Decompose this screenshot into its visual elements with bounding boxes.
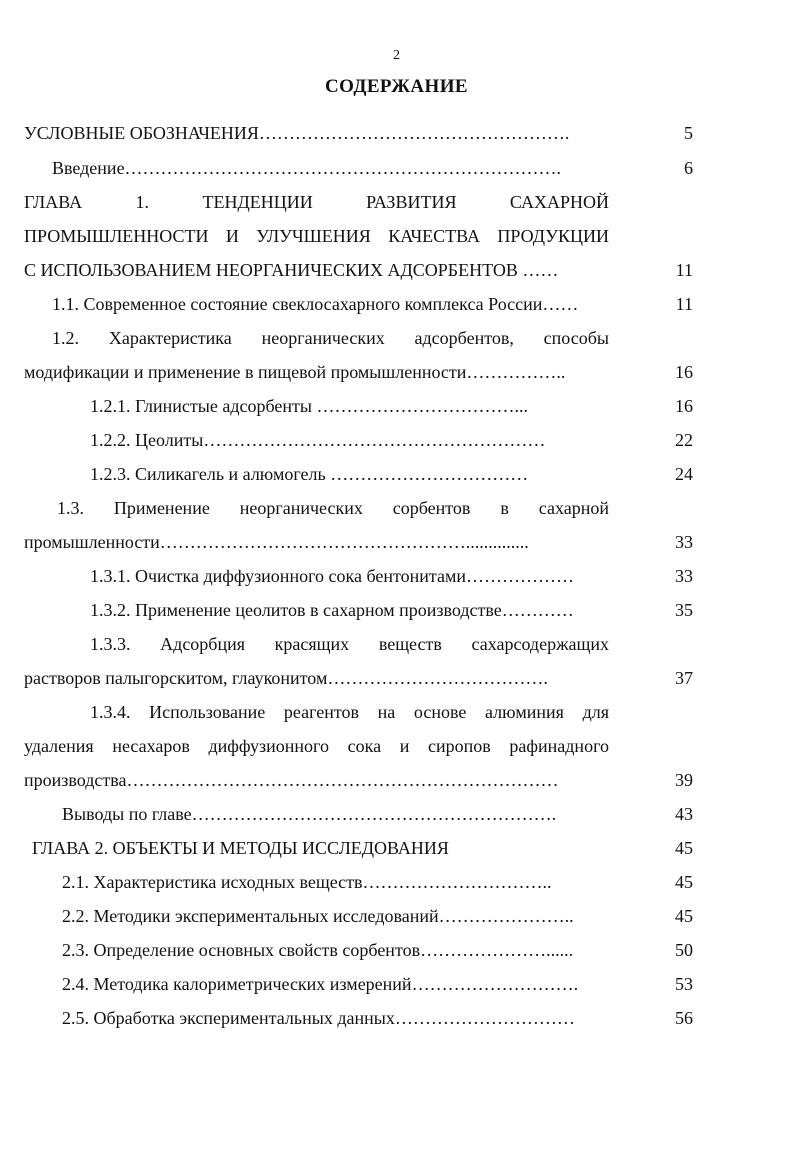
toc-entry-text: растворов палыгорскитом, глауконитом………………………………. <box>24 668 548 688</box>
toc-entry-2-3 <box>0 935 793 965</box>
toc-entry-1-2-1 <box>0 391 793 421</box>
toc-entry-2-4 <box>0 969 793 999</box>
toc-entry-text: 1.2. Характеристика неорганических адсорбентов, способы <box>52 328 609 348</box>
toc-entry-1-3-3-line-1 <box>0 629 793 659</box>
toc-entry-text: 1.3.2. Применение цеолитов в сахарном производстве………… <box>90 600 574 620</box>
toc-entry-text: ГЛАВА 2. ОБЪЕКТЫ И МЕТОДЫ ИССЛЕДОВАНИЯ <box>32 838 449 858</box>
toc-entry-text: промышленности…………………………………………….............. <box>24 532 529 552</box>
toc-entry-page: 33 <box>675 566 693 586</box>
toc-entry-page: 11 <box>675 294 693 314</box>
toc-entry-page: 45 <box>675 872 693 892</box>
toc-entry-1-2-2 <box>0 425 793 455</box>
toc-entry-1-3-4-line-3 <box>0 765 793 795</box>
toc-entry-page: 5 <box>684 123 693 143</box>
toc-entry-text: 1.3.1. Очистка диффузионного сока бентонитами……………… <box>90 566 574 586</box>
toc-entry-1-2-line-1 <box>0 323 793 353</box>
toc-entry-1-2-line-2 <box>0 357 793 387</box>
toc-entry-page: 6 <box>684 158 693 178</box>
toc-entry-1-3-4-line-2 <box>0 731 793 761</box>
toc-entry-page: 45 <box>675 906 693 926</box>
toc-entry-text: 1.3. Применение неорганических сорбентов в сахарной <box>57 498 609 518</box>
toc-entry-chapter-1-line-2 <box>0 221 793 251</box>
toc-entry-1-1 <box>0 289 793 319</box>
toc-entry-page: 16 <box>675 396 693 416</box>
toc-entry-chapter-1-line-3 <box>0 255 793 285</box>
toc-entry-page: 50 <box>675 940 693 960</box>
toc-entry-text: УСЛОВНЫЕ ОБОЗНАЧЕНИЯ……………………………………………. <box>24 123 570 143</box>
toc-entry-text: 2.2. Методики экспериментальных исследований………………….. <box>62 906 574 926</box>
toc-entry-2-2 <box>0 901 793 931</box>
toc-entry-text: 1.3.4. Использование реагентов на основе алюминия для <box>90 702 609 722</box>
toc-entry-chapter-2 <box>0 833 793 863</box>
toc-entry-page: 45 <box>675 838 693 858</box>
toc-entry-introduction <box>0 153 793 183</box>
toc-entry-text: 2.4. Методика калориметрических измерений………………………. <box>62 974 579 994</box>
toc-entry-1-3-2 <box>0 595 793 625</box>
toc-entry-page: 37 <box>675 668 693 688</box>
toc-entry-page: 24 <box>675 464 693 484</box>
page-number: 2 <box>393 48 400 63</box>
toc-entry-text: 1.3.3. Адсорбция красящих веществ сахарсодержащих <box>90 634 609 654</box>
toc-entry-conclusions <box>0 799 793 829</box>
toc-entry-page: 11 <box>675 260 693 280</box>
toc-entry-1-3-line-1 <box>0 493 793 523</box>
toc-entry-page: 22 <box>675 430 693 450</box>
toc-entry-chapter-1-line-1 <box>0 187 793 217</box>
toc-entry-1-3-4-line-1 <box>0 697 793 727</box>
toc-entry-1-3-1 <box>0 561 793 591</box>
toc-entry-page: 35 <box>675 600 693 620</box>
toc-entry-text: ГЛАВА 1. ТЕНДЕНЦИИ РАЗВИТИЯ САХАРНОЙ <box>24 192 609 212</box>
toc-entry-text: ПРОМЫШЛЕННОСТИ И УЛУЧШЕНИЯ КАЧЕСТВА ПРОДУКЦИИ <box>24 226 609 246</box>
toc-entry-text: 1.1. Современное состояние свеклосахарного комплекса России…… <box>52 294 579 314</box>
toc-entry-2-5 <box>0 1003 793 1033</box>
toc-entry-page: 33 <box>675 532 693 552</box>
toc-entry-2-1 <box>0 867 793 897</box>
toc-entry-1-3-3-line-2 <box>0 663 793 693</box>
toc-entry-text: Введение………………………………………………………………. <box>52 158 562 178</box>
toc-entry-text: 2.3. Определение основных свойств сорбентов…………………...... <box>62 940 574 960</box>
toc-entry-text: удаления несахаров диффузионного сока и сиропов рафинадного <box>24 736 609 756</box>
toc-entry-page: 53 <box>675 974 693 994</box>
toc-entry-page: 39 <box>675 770 693 790</box>
toc-entry-page: 56 <box>675 1008 693 1028</box>
toc-entry-text: 1.2.3. Силикагель и алюмогель …………………………… <box>90 464 529 484</box>
toc-entry-text: 2.5. Обработка экспериментальных данных………………………… <box>62 1008 575 1028</box>
toc-entry-1-3-line-2 <box>0 527 793 557</box>
toc-entry-page: 16 <box>675 362 693 382</box>
toc-entry-page: 43 <box>675 804 693 824</box>
toc-entry-text: Выводы по главе……………………………………………………. <box>62 804 557 824</box>
toc-entry-text: модификации и применение в пищевой промышленности…………….. <box>24 362 566 382</box>
toc-entry-symbols <box>0 118 793 148</box>
toc-entry-text: 2.1. Характеристика исходных веществ………………………….. <box>62 872 552 892</box>
toc-entry-text: производства……………………………………………………………… <box>24 770 559 790</box>
toc-entry-text: 1.2.2. Цеолиты………………………………………………… <box>90 430 546 450</box>
page-title: СОДЕРЖАНИЕ <box>325 76 468 97</box>
toc-entry-text: 1.2.1. Глинистые адсорбенты ……………………………... <box>90 396 529 416</box>
toc-entry-text: С ИСПОЛЬЗОВАНИЕМ НЕОРГАНИЧЕСКИХ АДСОРБЕНТОВ …… <box>24 260 559 280</box>
toc-entry-1-2-3 <box>0 459 793 489</box>
